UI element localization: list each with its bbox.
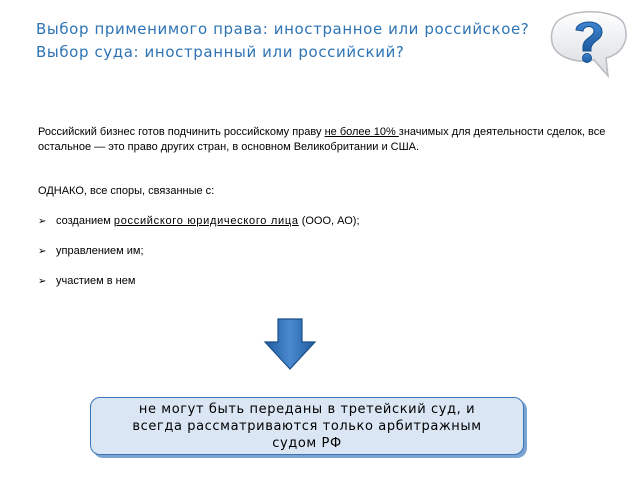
intro-paragraph (38, 125, 608, 155)
page-title (36, 18, 529, 63)
list-item (38, 244, 598, 259)
intro-suffix: значимых для деятельности сделок, все остальное — это право других стран, в основном Великобритании и США. (38, 126, 606, 153)
list-item-after: (ООО, АО); (298, 215, 360, 227)
arrow-down-icon (263, 318, 317, 370)
list-item (38, 214, 598, 229)
list-item-before: созданием (56, 215, 114, 227)
arrow-bullet-icon: ➢ (38, 276, 47, 287)
callout-line-2: всегда рассматриваются только арбитражным (132, 419, 482, 434)
arrow-bullet-icon: ➢ (38, 246, 47, 257)
disputes-list (38, 184, 598, 304)
list-item-text (56, 214, 360, 229)
list-item-text: участием в нем (56, 275, 136, 287)
arrow-bullet-icon: ➢ (38, 216, 47, 227)
intro-prefix: Российский бизнес готов подчинить российскому праву (38, 126, 325, 138)
list-lead: ОДНАКО, все споры, связанные с: (38, 185, 215, 197)
question-mark-icon (548, 10, 630, 82)
list-item-text: управлением им; (56, 245, 144, 257)
list-item-link: российского юридического лица (113, 215, 299, 227)
title-line-1: Выбор применимого права: иностранное или российское? (36, 20, 530, 38)
callout-line-1: не могут быть переданы в третейский суд, и (138, 402, 476, 417)
conclusion-callout (90, 397, 524, 455)
callout-line-3: судом РФ (272, 436, 342, 451)
title-line-2: Выбор суда: иностранный или российский? (36, 43, 405, 61)
list-item (38, 274, 598, 289)
intro-highlight: не более 10% (324, 126, 399, 138)
